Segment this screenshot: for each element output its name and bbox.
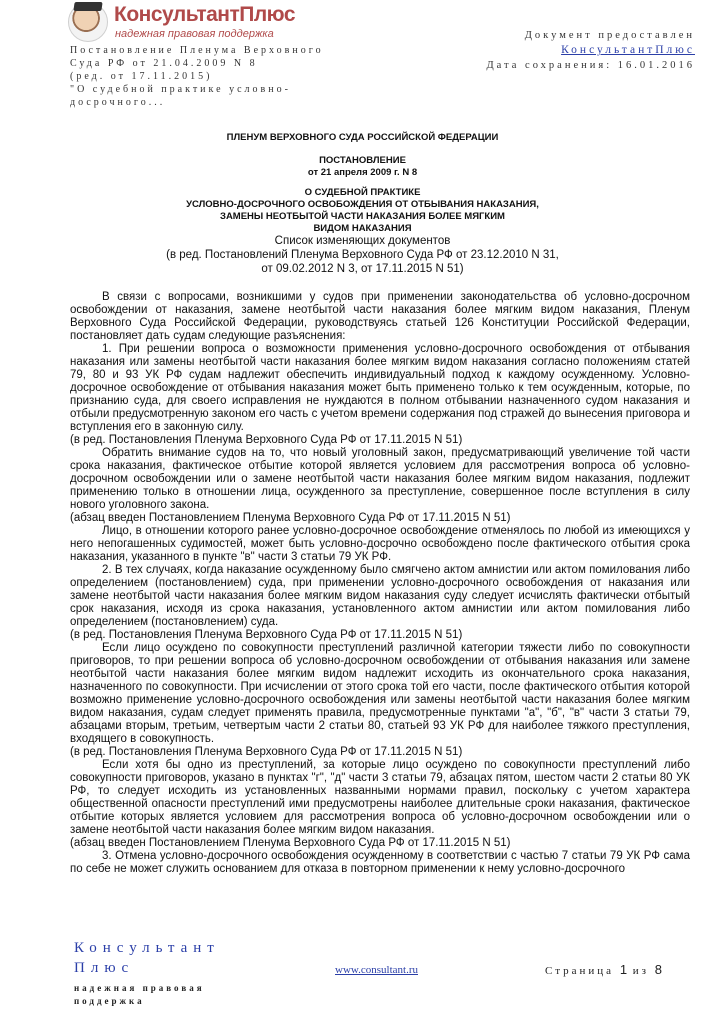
provided-label: Документ предоставлен bbox=[524, 30, 695, 41]
graduation-cap-icon bbox=[73, 2, 102, 11]
doc-date: от 21 апреля 2009 г. N 8 bbox=[307, 167, 418, 178]
provider-info bbox=[455, 28, 695, 73]
court-title: ПЛЕНУМ ВЕРХОВНОГО СУДА РОССИЙСКОЙ ФЕДЕРАЦИИ bbox=[226, 132, 499, 143]
body-paragraph: (абзац введен Постановлением Пленума Верховного Суда РФ от 17.11.2015 N 51) bbox=[70, 512, 511, 524]
subject-line: УСЛОВНО-ДОСРОЧНОГО ОСВОБОЖДЕНИЯ ОТ ОТБЫВАНИЯ НАКАЗАНИЯ, bbox=[186, 199, 539, 210]
document-body bbox=[70, 291, 690, 876]
body-paragraph: (в ред. Постановления Пленума Верховного Суда РФ от 17.11.2015 N 51) bbox=[70, 434, 463, 446]
body-paragraph: Если лицо осуждено по совокупности преступлений различной категории тяжести либо по совокупности приговоров, то при решении вопроса об условно-досрочном освобождении от отбывания наказания или замене неотбытой части наказания более мягким видом надлежит исходить из окончательного срока наказания, назначенного по совокупности. При исчислении от этого срока той его части, после фактического отбытия которой возможно применение условно-досрочного освобождения или замены неотбытой части наказания более мягким видом наказания, судам следует применять правила, предусмотренные пунктами "а", "б", "в" части 3 статьи 79, абзацами вторым, третьим, четвертым части 2 статьи 80, статьей 93 УК РФ для наиболее тяжкого преступления, входящего в совокупность. bbox=[70, 642, 690, 745]
body-paragraph: 2. В тех случаях, когда наказание осужденному было смягчено актом амнистии или актом помилования либо определением (постановлением) суда, при применении условно-досрочного освобождения от наказания или замене неотбытой части наказания более мягким видом наказания суду следует исчислять фактически отбытый срок наказания, исходя из срока наказания, установленного актом амнистии или актом помилования либо определением (постановлением) суда. bbox=[70, 564, 690, 628]
footer-url-link[interactable]: www.consultant.ru bbox=[335, 964, 418, 976]
page-total: 8 bbox=[654, 962, 663, 977]
body-paragraph: В связи с вопросами, возникшими у судов при применении законодательства об условно-досрочном освобождении от наказания, замене неотбытой части наказания более мягким видом наказания, Пленум Верховного Суда Российской Федерации, руководствуясь статьей 126 Конституции Российской Федерации, постановляет дать судам следующие разъяснения: bbox=[70, 291, 690, 342]
document-reference bbox=[70, 44, 370, 109]
doc-ref-line: "О судебной практике условно- bbox=[70, 84, 291, 95]
body-paragraph: (в ред. Постановления Пленума Верховного Суда РФ от 17.11.2015 N 51) bbox=[70, 629, 463, 641]
body-paragraph: Обратить внимание судов на то, что новый уголовный закон, предусматривающий увеличение той части срока наказания, фактическое отбытие которой является условием для рассмотрения вопроса об условно-досрочном освобождении или о замене неотбытой части наказания более мягким видом наказания, подлежит применению только в отношении лица, осужденного за преступление, совершенное после вступления в силу нового уголовного закона. bbox=[70, 447, 690, 511]
footer-tagline-line: надежная правовая bbox=[74, 983, 205, 993]
page-label: Страница bbox=[545, 965, 615, 977]
doc-type: ПОСТАНОВЛЕНИЕ bbox=[319, 155, 406, 166]
footer-brand-line: Консультант bbox=[74, 940, 220, 956]
body-paragraph: Если хотя бы одно из преступлений, за которые лицо осуждено по совокупности преступлений либо совокупности приговоров, указано в пунктах "г", "д" части 3 статьи 79, абзацах пятом, шестом части 2 статьи 80 УК РФ, то следует исходить из установленных названными нормами правил, поскольку с учетом характера общественной опасности преступлений ими предусмотрены наиболее длительные сроки наказания, фактическое отбытие которых является условием для рассмотрения вопроса об условно-досрочном освобождении или о замене неотбытой части наказания более мягким видом наказания. bbox=[70, 759, 690, 836]
page-indicator bbox=[545, 962, 662, 977]
logo-name: КонсультантПлюс bbox=[114, 3, 296, 26]
of-label: из bbox=[632, 965, 650, 977]
body-paragraph: (абзац введен Постановлением Пленума Верховного Суда РФ от 17.11.2015 N 51) bbox=[70, 837, 511, 849]
footer-brand-line: Плюс bbox=[74, 960, 135, 976]
body-paragraph: 1. При решении вопроса о возможности применения условно-досрочного освобождения от отбывания наказания или замены неотбытой части наказания более мягким видом наказания согласно положениям статей 79, 80 и 93 УК РФ судам надлежит обеспечить индивидуальный подход к каждому осужденному. Условно-досрочное освобождение от отбывания наказания может быть применено только к тем осужденным, которые, по признанию суда, для своего исправления не нуждаются в полном отбывании назначенного судом наказания и отбыли предусмотренную законом его часть с учетом времени содержания под стражей до вынесения приговора и вступления его в законную силу. bbox=[70, 343, 690, 433]
footer-brand bbox=[74, 938, 220, 978]
doc-ref-line: (ред. от 17.11.2015) bbox=[70, 71, 213, 82]
provider-link[interactable]: КонсультантПлюс bbox=[561, 44, 695, 56]
change-list bbox=[140, 234, 585, 276]
logo-tagline: надежная правовая поддержка bbox=[115, 28, 274, 40]
body-paragraph: Лицо, в отношении которого ранее условно-досрочное освобождение отменялось по любой из имеющихся у него непогашенных судимостей, может быть условно-досрочно освобождено после фактического отбытия срока наказания, указанного в пункте "в" части 3 статьи 79 УК РФ. bbox=[70, 525, 690, 563]
footer-tagline-line: поддержка bbox=[74, 996, 145, 1006]
doc-subject bbox=[140, 187, 585, 235]
page-number: 1 bbox=[619, 962, 628, 977]
consultant-logo bbox=[68, 2, 296, 42]
doc-ref-line: Суда РФ от 21.04.2009 N 8 bbox=[70, 58, 258, 69]
change-list-line: (в ред. Постановлений Пленума Верховного Суда РФ от 23.12.2010 N 31, bbox=[166, 249, 559, 261]
body-paragraph: (в ред. Постановления Пленума Верховного Суда РФ от 17.11.2015 N 51) bbox=[70, 746, 463, 758]
subject-line: ВИДОМ НАКАЗАНИЯ bbox=[313, 223, 412, 234]
change-list-line: от 09.02.2012 N 3, от 17.11.2015 N 51) bbox=[261, 263, 464, 275]
doc-ref-line: досрочного... bbox=[70, 97, 166, 108]
change-list-title: Список изменяющих документов bbox=[274, 235, 451, 247]
footer-tagline bbox=[74, 982, 205, 1008]
doc-ref-line: Постановление Пленума Верховного bbox=[70, 45, 324, 56]
saved-date: Дата сохранения: 16.01.2016 bbox=[486, 60, 695, 71]
subject-line: О СУДЕБНОЙ ПРАКТИКЕ bbox=[304, 187, 421, 198]
body-paragraph: 3. Отмена условно-досрочного освобождения осужденному в соответствии с частью 7 статьи 79 УК РФ сама по себе не может служить основанием для отказа в повторном применении к нему условно-досрочного bbox=[70, 850, 690, 875]
subject-line: ЗАМЕНЫ НЕОТБЫТОЙ ЧАСТИ НАКАЗАНИЯ БОЛЕЕ МЯГКИМ bbox=[220, 211, 505, 222]
